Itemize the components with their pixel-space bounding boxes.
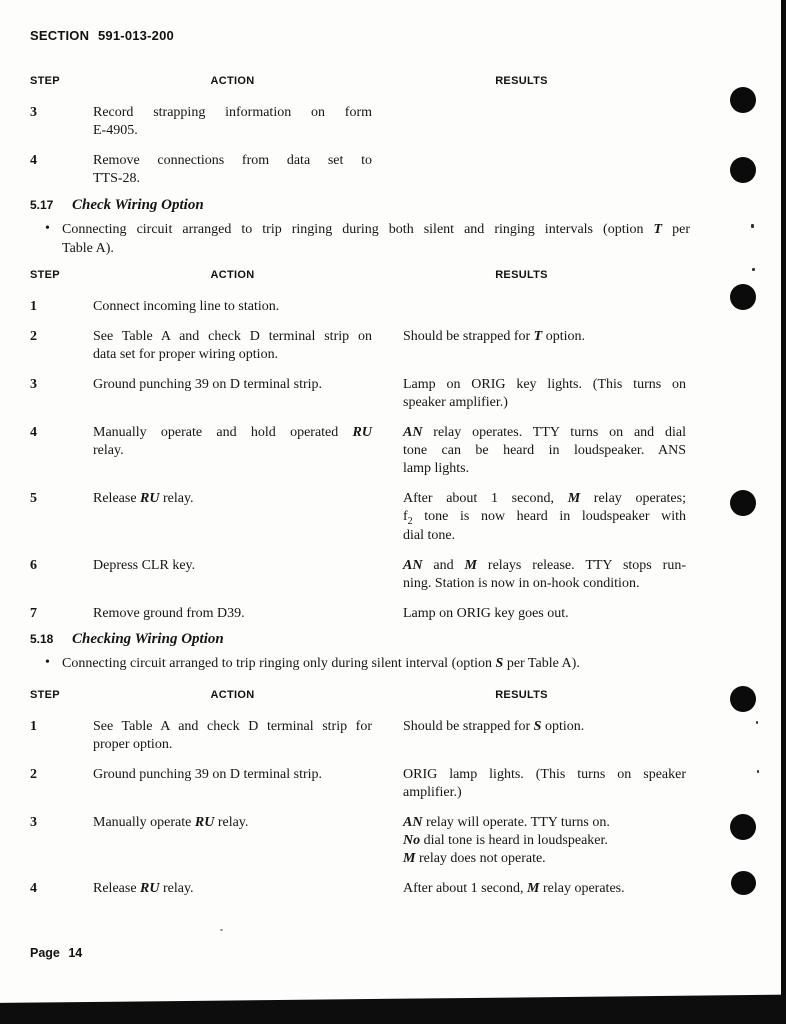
- table-row: [30, 718, 690, 754]
- table-row: [30, 376, 690, 412]
- column-header-step: STEP: [30, 269, 60, 281]
- table-row: [30, 814, 690, 868]
- results-cell: ORIG lamp lights. (This turns on speaker amplifier.): [403, 767, 686, 800]
- step-number: 1: [30, 719, 37, 734]
- step-number: 3: [30, 815, 37, 830]
- scan-bottom-bar: [0, 994, 786, 1024]
- table-row: [30, 557, 690, 593]
- step-number: 3: [30, 377, 37, 392]
- section-number: 5.17: [30, 198, 54, 212]
- action-cell: See Table A and check D terminal strip for proper option.: [93, 719, 372, 752]
- action-cell: Release RU relay.: [93, 491, 194, 506]
- step-number: 5: [30, 491, 37, 506]
- procedure-table-5-17: [30, 268, 690, 623]
- step-number: 1: [30, 299, 37, 314]
- punch-hole-mark: [730, 490, 756, 516]
- punch-hole-mark: [730, 87, 756, 113]
- table-header-row: [30, 268, 690, 282]
- action-cell: Record strapping information on form E-4905.: [93, 105, 372, 138]
- section-title: Check Wiring Option: [72, 197, 204, 213]
- table-body: [30, 298, 690, 623]
- step-number: 4: [30, 425, 37, 440]
- bullet-text: Connecting circuit arranged to trip ringing during both silent and ringing intervals (option T per Table A).: [62, 222, 690, 256]
- results-cell: AN relay will operate. TTY turns on. No dial tone is heard in loudspeaker. M relay does not operate.: [403, 815, 610, 866]
- punch-hole-mark: [730, 814, 756, 840]
- section-number: 5.18: [30, 632, 54, 646]
- bullet-item: [30, 654, 690, 673]
- action-cell: Remove ground from D39.: [93, 605, 245, 621]
- step-number: 2: [30, 767, 37, 782]
- bullet-item: [30, 220, 690, 258]
- action-cell: Ground punching 39 on D terminal strip.: [93, 377, 323, 392]
- punch-hole-mark: [730, 686, 756, 712]
- table-row: [30, 605, 690, 623]
- column-header-results: RESULTS: [495, 689, 548, 701]
- table-header-row: [30, 74, 690, 88]
- scan-speck: [220, 929, 223, 931]
- results-cell: Should be strapped for T option.: [403, 329, 585, 344]
- table-row: [30, 424, 690, 478]
- step-number: 3: [30, 105, 37, 120]
- table-body: [30, 718, 690, 898]
- action-cell: Ground punching 39 on D terminal strip.: [93, 767, 323, 782]
- results-cell: After about 1 second, M relay operates.: [403, 881, 625, 896]
- section-title: Checking Wiring Option: [72, 631, 224, 647]
- step-number: 2: [30, 329, 37, 344]
- bullet-icon: •: [45, 655, 50, 670]
- section-header: SECTION 591-013-200: [30, 28, 174, 43]
- column-header-action: ACTION: [210, 689, 255, 701]
- scan-speck: [756, 721, 758, 724]
- bullet-icon: •: [45, 221, 50, 236]
- table-row: [30, 490, 690, 545]
- table-row: [30, 328, 690, 364]
- step-number: 4: [30, 881, 37, 896]
- table-row: [30, 766, 690, 802]
- procedure-table-5-18: [30, 688, 690, 898]
- table-row: [30, 104, 690, 140]
- action-cell: Remove connections from data set to TTS-28.: [93, 153, 372, 186]
- section-5-18: [30, 630, 690, 673]
- bullet-text: Connecting circuit arranged to trip ringing only during silent interval (option S per Table A).: [62, 656, 580, 671]
- punch-hole-mark: [730, 157, 756, 183]
- results-cell: Lamp on ORIG key lights. (This turns on speaker amplifier.): [403, 377, 686, 410]
- step-number: 4: [30, 153, 37, 168]
- scan-speck: [752, 268, 755, 271]
- column-header-results: RESULTS: [495, 269, 548, 281]
- results-cell: AN and M relays release. TTY stops run- ning. Station is now in on-hook condition.: [403, 557, 687, 591]
- action-cell: Connect incoming line to station.: [93, 299, 280, 314]
- procedure-table-continuation: [30, 74, 690, 188]
- action-cell: Manually operate RU relay.: [93, 815, 249, 830]
- results-cell: After about 1 second, M relay operates; $f_2$ tone is now heard in loudspeaker with dial tone.: [403, 491, 686, 543]
- table-row: [30, 152, 690, 188]
- section-heading: [30, 196, 690, 214]
- action-cell: Release RU relay.: [93, 881, 194, 896]
- step-number: 6: [30, 557, 37, 573]
- table-row: [30, 880, 690, 898]
- column-header-step: STEP: [30, 75, 60, 87]
- table-row: [30, 298, 690, 316]
- action-cell: Depress CLR key.: [93, 557, 196, 573]
- results-cell: Should be strapped for S option.: [403, 719, 585, 734]
- punch-hole-mark: [731, 871, 756, 895]
- column-header-action: ACTION: [210, 75, 255, 87]
- step-number: 7: [30, 605, 37, 621]
- column-header-step: STEP: [30, 689, 60, 701]
- scan-speck: [751, 224, 754, 228]
- action-cell: Manually operate and hold operated RU relay.: [93, 425, 372, 458]
- table-body: [30, 104, 690, 188]
- scan-edge-strip: [781, 0, 786, 1024]
- table-header-row: [30, 688, 690, 702]
- scan-speck: [757, 770, 759, 773]
- column-header-action: ACTION: [210, 269, 255, 281]
- action-cell: See Table A and check D terminal strip on data set for proper wiring option.: [93, 329, 372, 362]
- results-cell: AN relay operates. TTY turns on and dial tone can be heard in loudspeaker. ANS lamp lights.: [403, 425, 686, 476]
- column-header-results: RESULTS: [495, 75, 548, 87]
- section-5-17: [30, 196, 690, 258]
- section-heading: [30, 630, 690, 648]
- punch-hole-mark: [730, 284, 756, 310]
- page-number: Page 14: [30, 946, 83, 960]
- results-cell: Lamp on ORIG key goes out.: [403, 605, 569, 621]
